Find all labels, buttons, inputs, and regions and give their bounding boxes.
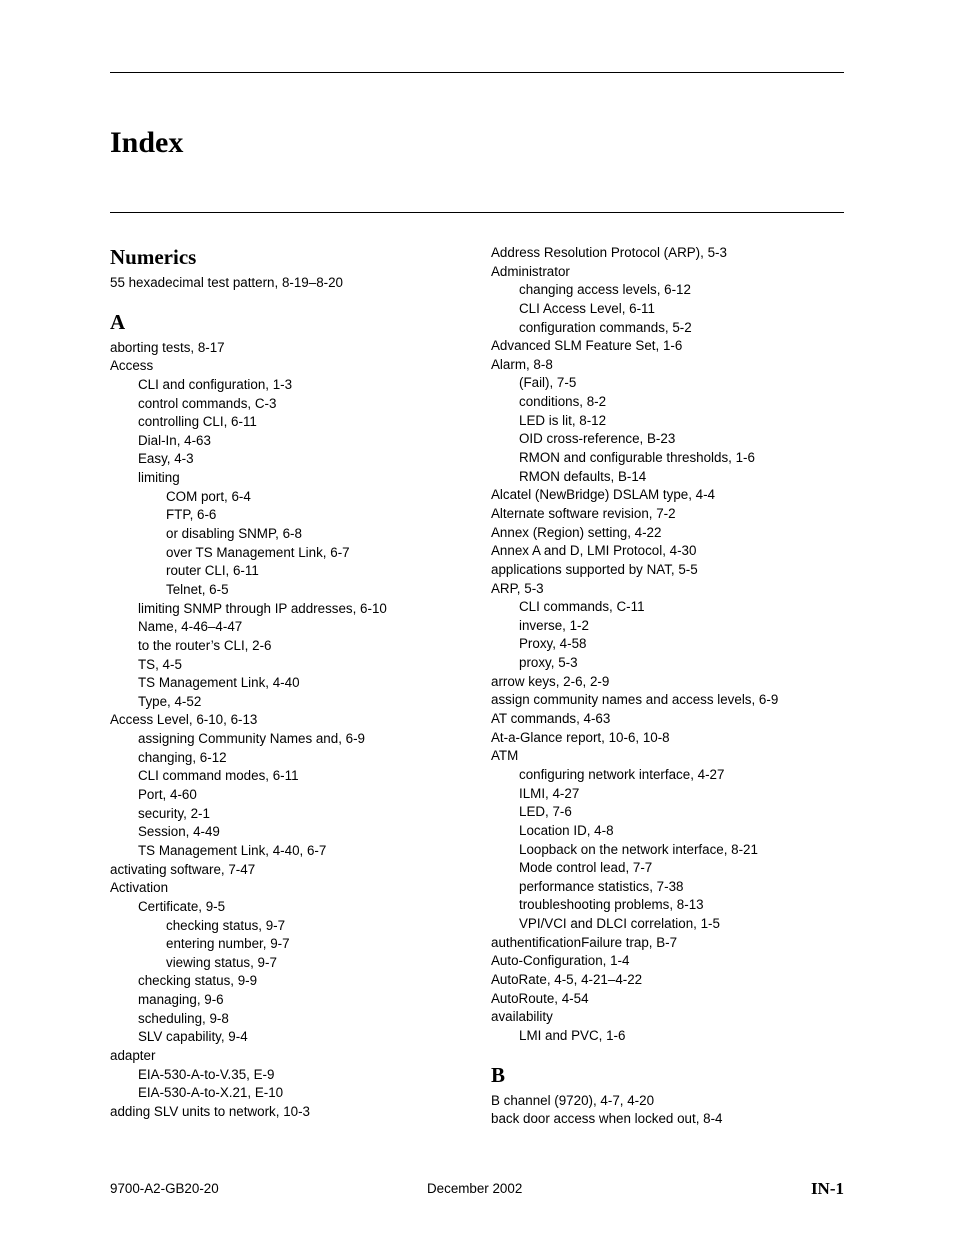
index-subentry: TS Management Link, 4-40, 6-7 xyxy=(138,842,327,858)
index-subentry: inverse, 1-2 xyxy=(519,617,589,633)
index-entry: Annex A and D, LMI Protocol, 4-30 xyxy=(491,543,697,559)
index-entry: Administrator xyxy=(491,263,570,279)
index-entry: assign community names and access levels, 6-9 xyxy=(491,692,779,708)
a-entries xyxy=(110,339,480,1122)
index-entry: Address Resolution Protocol (ARP), 5-3 xyxy=(491,245,727,260)
index-entry: aborting tests, 8-17 xyxy=(110,339,225,355)
index-subentry: managing, 9-6 xyxy=(138,992,224,1008)
index-subentry: control commands, C-3 xyxy=(138,395,277,411)
index-subentry: FTP, 6-6 xyxy=(166,507,217,523)
index-subentry: configuring network interface, 4-27 xyxy=(519,766,725,782)
index-subentry: OID cross-reference, B-23 xyxy=(519,431,676,447)
footer-page-number: IN-1 xyxy=(810,1179,844,1198)
index-subentry: Name, 4-46–4-47 xyxy=(138,619,243,635)
index-entry: AutoRoute, 4-54 xyxy=(491,990,589,1006)
index-subentry: Easy, 4-3 xyxy=(138,451,194,467)
index-entry: authentificationFailure trap, B-7 xyxy=(491,934,678,950)
index-subentry: TS, 4-5 xyxy=(138,656,182,672)
index-entry: Access xyxy=(110,358,154,374)
index-subentry: scheduling, 9-8 xyxy=(138,1010,229,1026)
section-heading-numerics: Numerics xyxy=(110,245,197,269)
index-subentry: LED, 7-6 xyxy=(519,804,572,820)
index-subentry: Type, 4-52 xyxy=(138,693,202,709)
top-rule xyxy=(110,72,844,73)
index-subentry: changing access levels, 6-12 xyxy=(519,282,691,298)
index-entry: Activation xyxy=(110,880,169,896)
index-subentry: assigning Community Names and, 6-9 xyxy=(138,731,366,747)
index-subentry: checking status, 9-9 xyxy=(138,973,258,989)
index-subentry: Dial-In, 4-63 xyxy=(138,432,211,448)
index-subentry: (Fail), 7-5 xyxy=(519,375,577,391)
index-subentry: COM port, 6-4 xyxy=(166,488,251,504)
index-subentry: TS Management Link, 4-40 xyxy=(138,675,300,691)
index-entry: AutoRate, 4-5, 4-21–4-22 xyxy=(491,971,643,987)
index-entry: activating software, 7-47 xyxy=(110,861,256,877)
page-title: Index xyxy=(110,126,184,159)
index-entry: Advanced SLM Feature Set, 1-6 xyxy=(491,338,683,354)
index-subentry: RMON defaults, B-14 xyxy=(519,468,647,484)
index-subentry: limiting xyxy=(138,470,180,486)
index-subentry: VPI/VCI and DLCI correlation, 1-5 xyxy=(519,916,720,932)
index-subentry: CLI command modes, 6-11 xyxy=(138,768,299,784)
index-entry: back door access when locked out, 8-4 xyxy=(491,1111,723,1127)
index-entry: availability xyxy=(491,1009,553,1025)
index-subentry: changing, 6-12 xyxy=(138,749,227,765)
footer-doc-number: 9700-A2-GB20-20 xyxy=(110,1181,219,1196)
index-subentry: ILMI, 4-27 xyxy=(519,785,580,801)
index-subentry: Certificate, 9-5 xyxy=(138,898,226,914)
b-entries xyxy=(491,1092,851,1129)
index-subentry: to the router’s CLI, 2-6 xyxy=(138,637,272,653)
footer-date: December 2002 xyxy=(427,1181,523,1196)
index-subentry: Location ID, 4-8 xyxy=(519,822,614,838)
index-subentry: proxy, 5-3 xyxy=(519,655,578,671)
index-entry: adapter xyxy=(110,1047,156,1063)
index-subentry: RMON and configurable thresholds, 1-6 xyxy=(519,450,755,466)
index-subentry: checking status, 9-7 xyxy=(166,917,286,933)
index-entry: Auto-Configuration, 1-4 xyxy=(491,953,630,969)
a-continued-entries xyxy=(491,240,851,1046)
index-subentry: Mode control lead, 7-7 xyxy=(519,860,653,876)
title-rule xyxy=(110,212,844,213)
index-subentry: CLI Access Level, 6-11 xyxy=(519,300,655,316)
index-subentry: over TS Management Link, 6-7 xyxy=(166,544,350,560)
index-entry: B channel (9720), 4-7, 4-20 xyxy=(491,1092,655,1108)
index-right-column xyxy=(491,240,851,1129)
index-subentry: EIA-530-A-to-V.35, E-9 xyxy=(138,1066,275,1082)
index-subentry: router CLI, 6-11 xyxy=(166,563,259,579)
index-entry: adding SLV units to network, 10-3 xyxy=(110,1103,310,1119)
index-subentry: CLI commands, C-11 xyxy=(519,599,645,615)
index-subentry: Loopback on the network interface, 8-21 xyxy=(519,841,758,857)
index-subentry: security, 2-1 xyxy=(138,805,210,821)
section-heading-b: B xyxy=(491,1062,506,1087)
index-subentry: Port, 4-60 xyxy=(138,787,197,803)
index-entry: 55 hexadecimal test pattern, 8-19–8-20 xyxy=(110,275,343,290)
index-subentry: Telnet, 6-5 xyxy=(166,581,229,597)
index-entry: arrow keys, 2-6, 2-9 xyxy=(491,673,610,689)
index-entry: Access Level, 6-10, 6-13 xyxy=(110,712,258,728)
index-entry: Annex (Region) setting, 4-22 xyxy=(491,524,662,540)
numerics-entries xyxy=(110,274,480,293)
index-left-column xyxy=(110,240,480,1122)
index-subentry: entering number, 9-7 xyxy=(166,936,290,952)
section-heading-a: A xyxy=(110,309,126,334)
index-subentry: LMI and PVC, 1-6 xyxy=(519,1027,626,1043)
index-entry: Alarm, 8-8 xyxy=(491,356,553,372)
index-subentry: EIA-530-A-to-X.21, E-10 xyxy=(138,1085,284,1101)
index-subentry: troubleshooting problems, 8-13 xyxy=(519,897,704,913)
index-entry: ATM xyxy=(491,748,519,764)
index-subentry: configuration commands, 5-2 xyxy=(519,319,692,335)
index-subentry: conditions, 8-2 xyxy=(519,394,607,410)
index-subentry: CLI and configuration, 1-3 xyxy=(138,376,293,392)
index-subentry: controlling CLI, 6-11 xyxy=(138,414,257,430)
index-entry: applications supported by NAT, 5-5 xyxy=(491,561,698,577)
index-entry: At-a-Glance report, 10-6, 10-8 xyxy=(491,729,670,745)
index-entry: AT commands, 4-63 xyxy=(491,711,611,727)
index-subentry: SLV capability, 9-4 xyxy=(138,1029,248,1045)
index-subentry: or disabling SNMP, 6-8 xyxy=(166,526,302,542)
index-subentry: Session, 4-49 xyxy=(138,824,220,840)
index-subentry: LED is lit, 8-12 xyxy=(519,412,607,428)
index-subentry: viewing status, 9-7 xyxy=(166,954,277,970)
index-entry: ARP, 5-3 xyxy=(491,580,544,596)
index-entry: Alternate software revision, 7-2 xyxy=(491,505,676,521)
index-entry: Alcatel (NewBridge) DSLAM type, 4-4 xyxy=(491,487,716,503)
index-subentry: limiting SNMP through IP addresses, 6-10 xyxy=(138,600,387,616)
index-subentry: performance statistics, 7-38 xyxy=(519,878,684,894)
index-subentry: Proxy, 4-58 xyxy=(519,636,587,652)
